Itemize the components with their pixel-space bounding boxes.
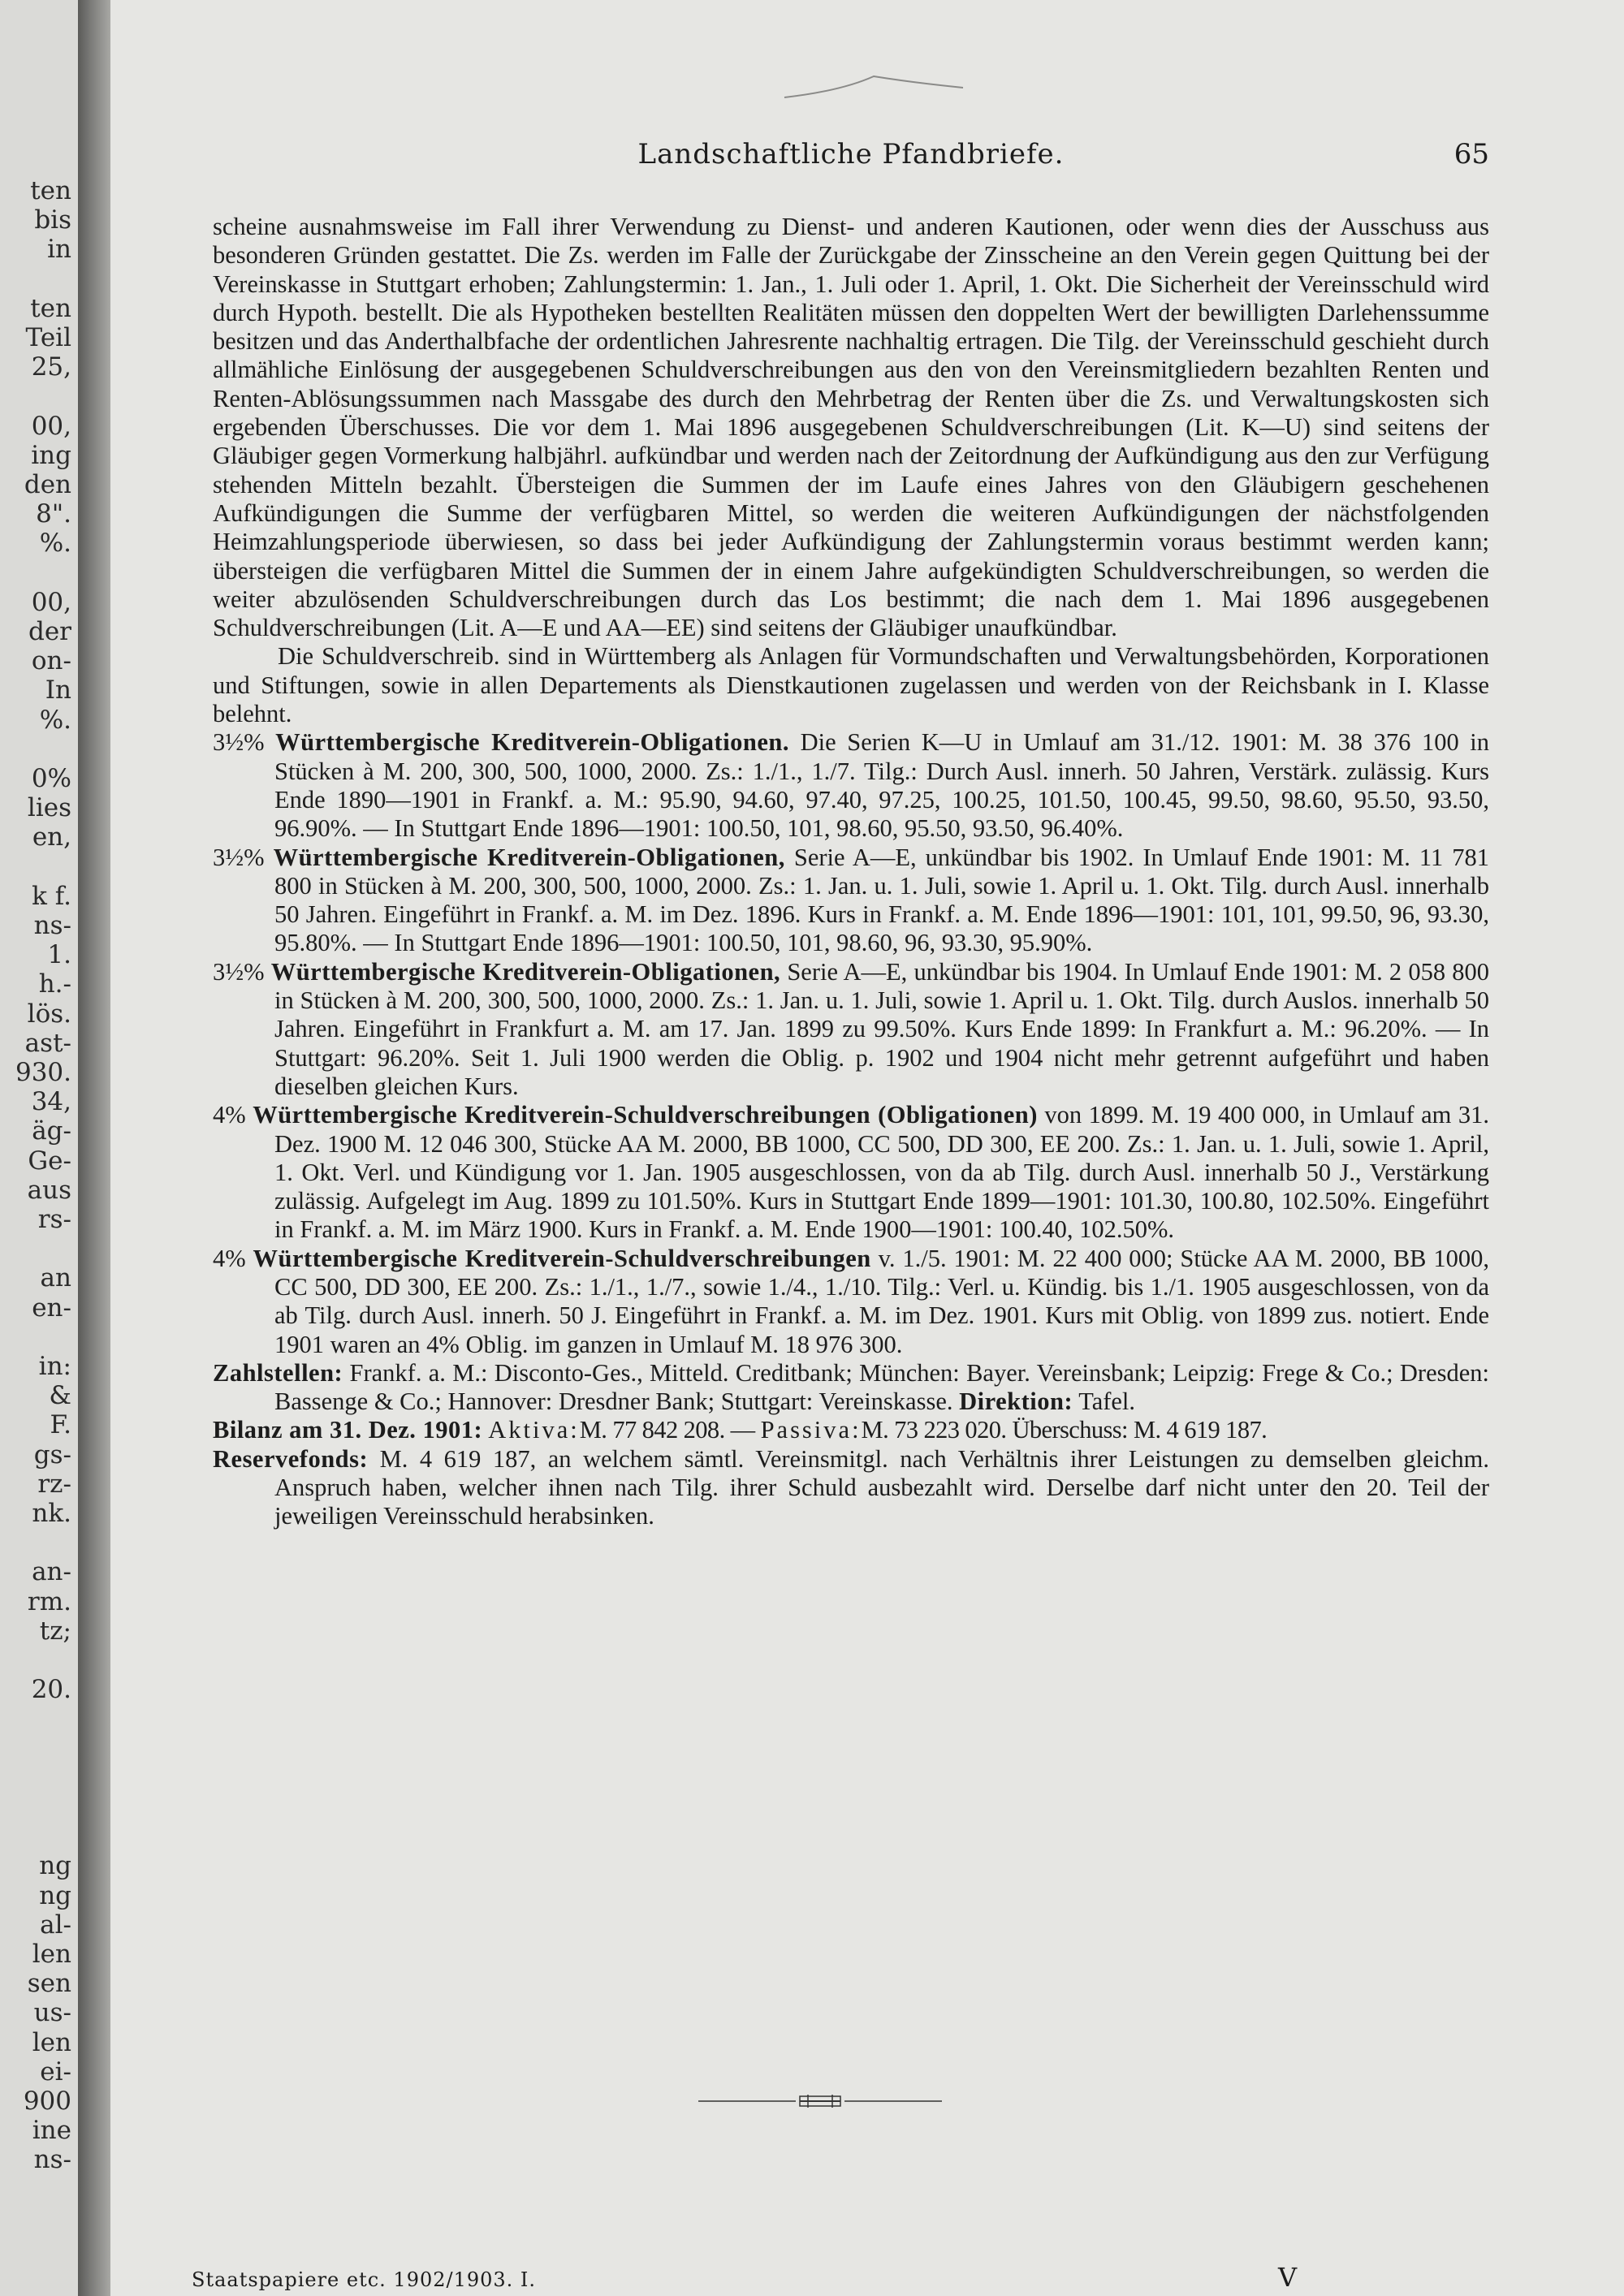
margin-fragment: k f.: [32, 881, 71, 911]
entry-schuldverschreibungen-1901: [213, 1245, 1489, 1359]
aktiva-label: Aktiva:: [488, 1416, 580, 1444]
bilanz-heading: Bilanz am 31. Dez. 1901:: [213, 1416, 483, 1444]
margin-fragment: rm.: [27, 1586, 71, 1616]
entry-heading: Württembergische Kreditverein-Schuldverschreibungen (Obligationen): [253, 1101, 1038, 1129]
margin-fragment: 25,: [31, 352, 71, 382]
zahlstellen-text: Frankf. a. M.: Disconto-Ges., Mitteld. Creditbank; München: Bayer. Vereinsbank; Leipzig: Frege & Co.; Dresden: Bassenge & Co.; Hannover: Dresdner Bank; Stuttgart: Vereinskasse.: [274, 1358, 1489, 1416]
margin-fragment: 900: [23, 2087, 71, 2116]
previous-page-margin: [0, 0, 78, 2296]
signature-mark: Staatspapiere etc. 1902/1903. I.: [192, 2268, 537, 2291]
margin-fragment: &: [49, 1381, 71, 1411]
page-number: 65: [1453, 138, 1489, 170]
margin-fragment: ns-: [33, 911, 71, 940]
margin-fragment: al-: [40, 1910, 71, 1940]
margin-fragment: lies: [27, 793, 71, 823]
paragraph-continuation: scheine ausnahmsweise im Fall ihrer Verwendung zu Dienst- und anderen Kautionen, oder wenn dies der Ausschuss aus besonderen Gründen gestattet. Die Zs. werden im Falle der Zurückgabe der Zinsscheine an den Verein gegen Quittung bei der Vereinskasse in Stuttgart erhoben; Zahlungstermin: 1. Jan., 1. Juli oder 1. April, 1. Okt. Die Sicherheit der Vereinsschuld wird durch Hypoth. bestellt. Die als Hypotheken bestellten Realitäten müssen den doppelten Wert der bewilligten Darlehenssumme besitzen und das Anderthalbfache der ordentlichen Jahresrente nachhaltig ertragen. Die Tilg. der Vereinsschuld geschieht durch allmähliche Einlösung der ausgegebenen Schuldverschreibungen aus den von den Vereinsmitgliedern bezahlten Renten und Renten-Ablösungssummen nach Massgabe des durch den Mehrbetrag der Renten über die Zs. und Verwaltungskosten sich ergebenden Überschusses. Die vor dem 1. Mai 1896 ausgegebenen Schuldverschreibungen (Lit. K—U) sind seitens der Gläubiger gegen Vormerkung halbjährl. aufkündbar und werden nach der Zeitordnung der Aufkündigung aus den zur Verfügung stehenden Mitteln bezahlt. Übersteigen die Summen der im Laufe eines Jahres von den Gläubigern geschehenen Aufkündigungen die Summe der verfügbaren Mittel, so werden die weiteren Aufkündigungen der nächstfolgenden Heimzahlungsperiode überwiesen, so dass bei jeder Aufkündigung der Zahlungstermin voraus bestimmt werden kann; übersteigen die verfügbaren Mittel die Summen der in einem Jahre aufgekündigten Schuldverschreibungen, so werden die weiter abzulösenden Schuldverschreibungen durch das Los bestimmt; die nach dem 1. Mai 1896 ausgegebenen Schuldverschreibungen (Lit. A—E und AA—EE) sind seitens der Gläubiger unaufkündbar.: [213, 213, 1489, 642]
ueberschuss: Überschuss: M. 4 619 187.: [1012, 1416, 1268, 1444]
margin-fragment: der: [28, 617, 71, 646]
entry-heading: Württembergische Kreditverein-Obligationen.: [275, 728, 790, 757]
margin-fragment: ing: [31, 440, 71, 470]
entry-obligationen-k-u: [213, 728, 1489, 843]
margin-fragment: us-: [33, 1998, 71, 2028]
entry-rate: 4%: [213, 1101, 246, 1129]
margin-fragment: 930.: [15, 1058, 71, 1087]
margin-fragment: 1.: [47, 940, 71, 970]
margin-fragment: gs-: [33, 1439, 71, 1470]
margin-fragment: 00,: [31, 587, 71, 617]
margin-fragment: an-: [32, 1557, 71, 1587]
zahlstellen-heading: Zahlstellen:: [213, 1358, 343, 1387]
passiva-label: Passiva:: [760, 1416, 862, 1444]
reservefonds: [213, 1445, 1489, 1531]
entry-schuldverschreibungen-1899: [213, 1101, 1489, 1244]
entry-text: v. 1./5. 1901: M. 22 400 000; Stücke AA M. 2000, BB 1000, CC 500, DD 300, EE 200. Zs.: 1./1., 1./7., sowie 1./4., 1./10. Tilg.: Verl. u. Kündig. bis 1./1. 1905 ausgeschlossen, von da ab Tilg. durch Ausl. innerh. 50 J. Eingeführt in Frankf. a. M. im Dez. 1901. Kurs mit Oblig. von 1899 zus. notiert. Ende 1901 waren an 4% Oblig. im ganzen in Umlauf M. 18 976 300.: [274, 1244, 1489, 1358]
margin-fragment: In: [45, 675, 71, 706]
reservefonds-heading: Reservefonds:: [213, 1444, 369, 1473]
margin-fragment: len: [32, 2027, 71, 2057]
margin-fragment: rs-: [37, 1205, 71, 1234]
entry-text: von 1899. M. 19 400 000, in Umlauf am 31. Dez. 1900 M. 12 046 300, Stücke AA M. 2000, BB 1000, CC 500, DD 300, EE 200. Zs.: 1. Jan. u. 1. Juli, sowie 1. April, 1. Okt. Verl. und Kündigung vor 1. Jan. 1905 ausgeschlossen, von da ab Tilg. durch Ausl. innerhalb 50 J., Verstärkung zulässig. Aufgelegt im Aug. 1899 zu 101.50%. Kurs in Stuttgart Ende 1899—1901: 101.30, 100.80, 102.50%. Eingeführt in Frankf. a. M. im März 1900. Kurs in Frankf. a. M. Ende 1900—1901: 100.40, 102.50%.: [274, 1101, 1490, 1244]
margin-fragment: en-: [32, 1293, 71, 1323]
margin-fragment: in:: [38, 1352, 71, 1381]
margin-fragment: ten: [30, 176, 71, 205]
margin-fragment: rz-: [37, 1469, 71, 1499]
margin-fragment: ng: [39, 1851, 71, 1881]
direktion-heading: Direktion:: [959, 1388, 1073, 1416]
reservefonds-text: M. 4 619 187, an welchem sämtl. Vereinsmitgl. nach Verhältnis ihrer Leistungen zu demselben gleichm. Anspruch haben, welcher ihnen nach Tilg. ihrer Schuld ausbezahlt wird. Derselbe darf nicht unter den 20. Teil der jeweiligen Vereinsschuld herabsinken.: [274, 1444, 1490, 1530]
entry-heading: Württembergische Kreditverein-Schuldverschreibungen: [253, 1244, 871, 1272]
passiva-value: M. 73 223 020.: [861, 1416, 1007, 1444]
entry-text: Die Serien K—U in Umlauf am 31./12. 1901: M. 38 376 100 in Stücken à M. 200, 300, 500, 1000, 2000. Zs.: 1./1., 1./7. Tilg.: Durch Ausl. innerh. 50 Jahren, Verstärk. zulässig. Kurs Ende 1890—1901 in Frankf. a. M.: 95.90, 94.60, 97.40, 97.25, 100.25, 101.50, 100.45, 99.50, 98.60, 95.50, 93.50, 96.90%. — In Stuttgart Ende 1896—1901: 100.50, 101, 98.60, 95.50, 93.50, 96.40%.: [274, 728, 1490, 843]
document-body: [213, 213, 1489, 1531]
margin-fragment: nk.: [32, 1499, 71, 1528]
entry-obligationen-1904: [213, 958, 1489, 1101]
entry-rate: 4%: [213, 1244, 246, 1272]
margin-fragment: F.: [50, 1410, 71, 1440]
margin-fragment: ast-: [24, 1028, 71, 1058]
margin-fragment: %.: [39, 705, 71, 735]
margin-fragment: 00,: [31, 411, 71, 441]
bilanz: Bilanz am 31. Dez. 1901: Aktiva:M. 77 842 208. — Passiva:M. 73 223 020. Überschuss: M. 4 619 187.: [213, 1416, 1268, 1444]
margin-fragment: äg-: [32, 1116, 71, 1146]
margin-fragment: ns-: [33, 2145, 71, 2175]
margin-fragment: 8".: [36, 499, 71, 529]
zahlstellen: [213, 1359, 1489, 1417]
entry-obligationen-1902: [213, 844, 1489, 958]
margin-fragment: 34,: [31, 1087, 71, 1117]
margin-fragment: %.: [39, 529, 71, 559]
margin-fragment: ine: [32, 2116, 71, 2146]
ornament-divider: [698, 2093, 942, 2109]
margin-fragment: en,: [32, 822, 71, 852]
margin-fragment: Ge-: [28, 1146, 71, 1176]
margin-fragment: an: [40, 1263, 71, 1293]
entry-text: Serie A—E, unkündbar bis 1902. In Umlauf Ende 1901: M. 11 781 800 in Stücken à M. 200, 300, 500, 1000, 2000. Zs.: 1. Jan. u. 1. Juli, sowie 1. April u. 1. Okt. Tilg. durch Ausl. innerhalb 50 Jahren. Eingeführt in Frankf. a. M. im Dez. 1896. Kurs in Frankf. a. M. Ende 1896—1901: 101, 101, 99.50, 96, 93.30, 95.80%. — In Stuttgart Ende 1896—1901: 100.50, 101, 98.60, 96, 93.30, 95.90%.: [274, 843, 1490, 957]
entry-heading: Württembergische Kreditverein-Obligationen,: [270, 957, 781, 986]
margin-fragment: ng: [39, 1880, 71, 1910]
entry-rate: 3½%: [213, 957, 265, 986]
margin-fragment: h.-: [38, 969, 71, 999]
margin-fragment: den: [24, 470, 71, 499]
margin-fragment: aus: [27, 1175, 71, 1205]
running-title: Landschaftliche Pfandbriefe.: [637, 138, 1065, 170]
entry-rate: 3½%: [213, 728, 265, 757]
margin-fragment: on-: [31, 646, 71, 676]
gathering-mark: V: [1278, 2262, 1298, 2293]
margin-fragment: tz;: [39, 1616, 71, 1646]
margin-fragment: bis: [34, 205, 71, 235]
margin-fragment: sen: [27, 1969, 71, 1999]
margin-fragment: Teil: [25, 323, 71, 352]
page-scratch-mark: [776, 58, 971, 107]
entry-heading: Württembergische Kreditverein-Obligationen,: [273, 843, 785, 871]
margin-fragment: lös.: [27, 999, 71, 1029]
margin-fragment: len: [32, 1940, 71, 1969]
margin-fragment: 20.: [31, 1675, 71, 1705]
margin-fragment: in: [47, 235, 71, 265]
page-header: [213, 138, 1489, 175]
book-gutter: [78, 0, 110, 2296]
margin-fragment: ei-: [40, 2056, 71, 2087]
entry-rate: 3½%: [213, 843, 265, 871]
direktion-text: Tafel.: [1078, 1388, 1136, 1416]
margin-fragment: ten: [30, 293, 71, 323]
entry-text: Serie A—E, unkündbar bis 1904. In Umlauf Ende 1901: M. 2 058 800 in Stücken à M. 200, 300, 500, 1000, 2000. Zs.: 1. Jan. u. 1. Juli, sowie 1. April u. 1. Okt. Tilg. durch Auslos. innerhalb 50 Jahren. Eingeführt in Frankfurt a. M. am 17. Jan. 1899 zu 99.50%. Kurs Ende 1899: In Frankfurt a. M.: 96.20%. — In Stuttgart: 96.20%. Seit 1. Juli 1900 werden die Oblig. p. 1902 und 1904 nicht mehr getrennt aufgeführt und haben dieselben gleichen Kurs.: [274, 957, 1490, 1100]
aktiva-value: M. 77 842 208.: [579, 1416, 725, 1444]
margin-fragment: 0%: [31, 764, 71, 793]
paragraph-legal-status: Die Schuldverschreib. sind in Württemberg als Anlagen für Vormundschaften und Verwaltungsbehörden, Korporationen und Stiftungen, sowie in allen Departements als Dienstkautionen zugelassen und werden von der Reichsbank in I. Klasse belehnt.: [213, 642, 1489, 728]
